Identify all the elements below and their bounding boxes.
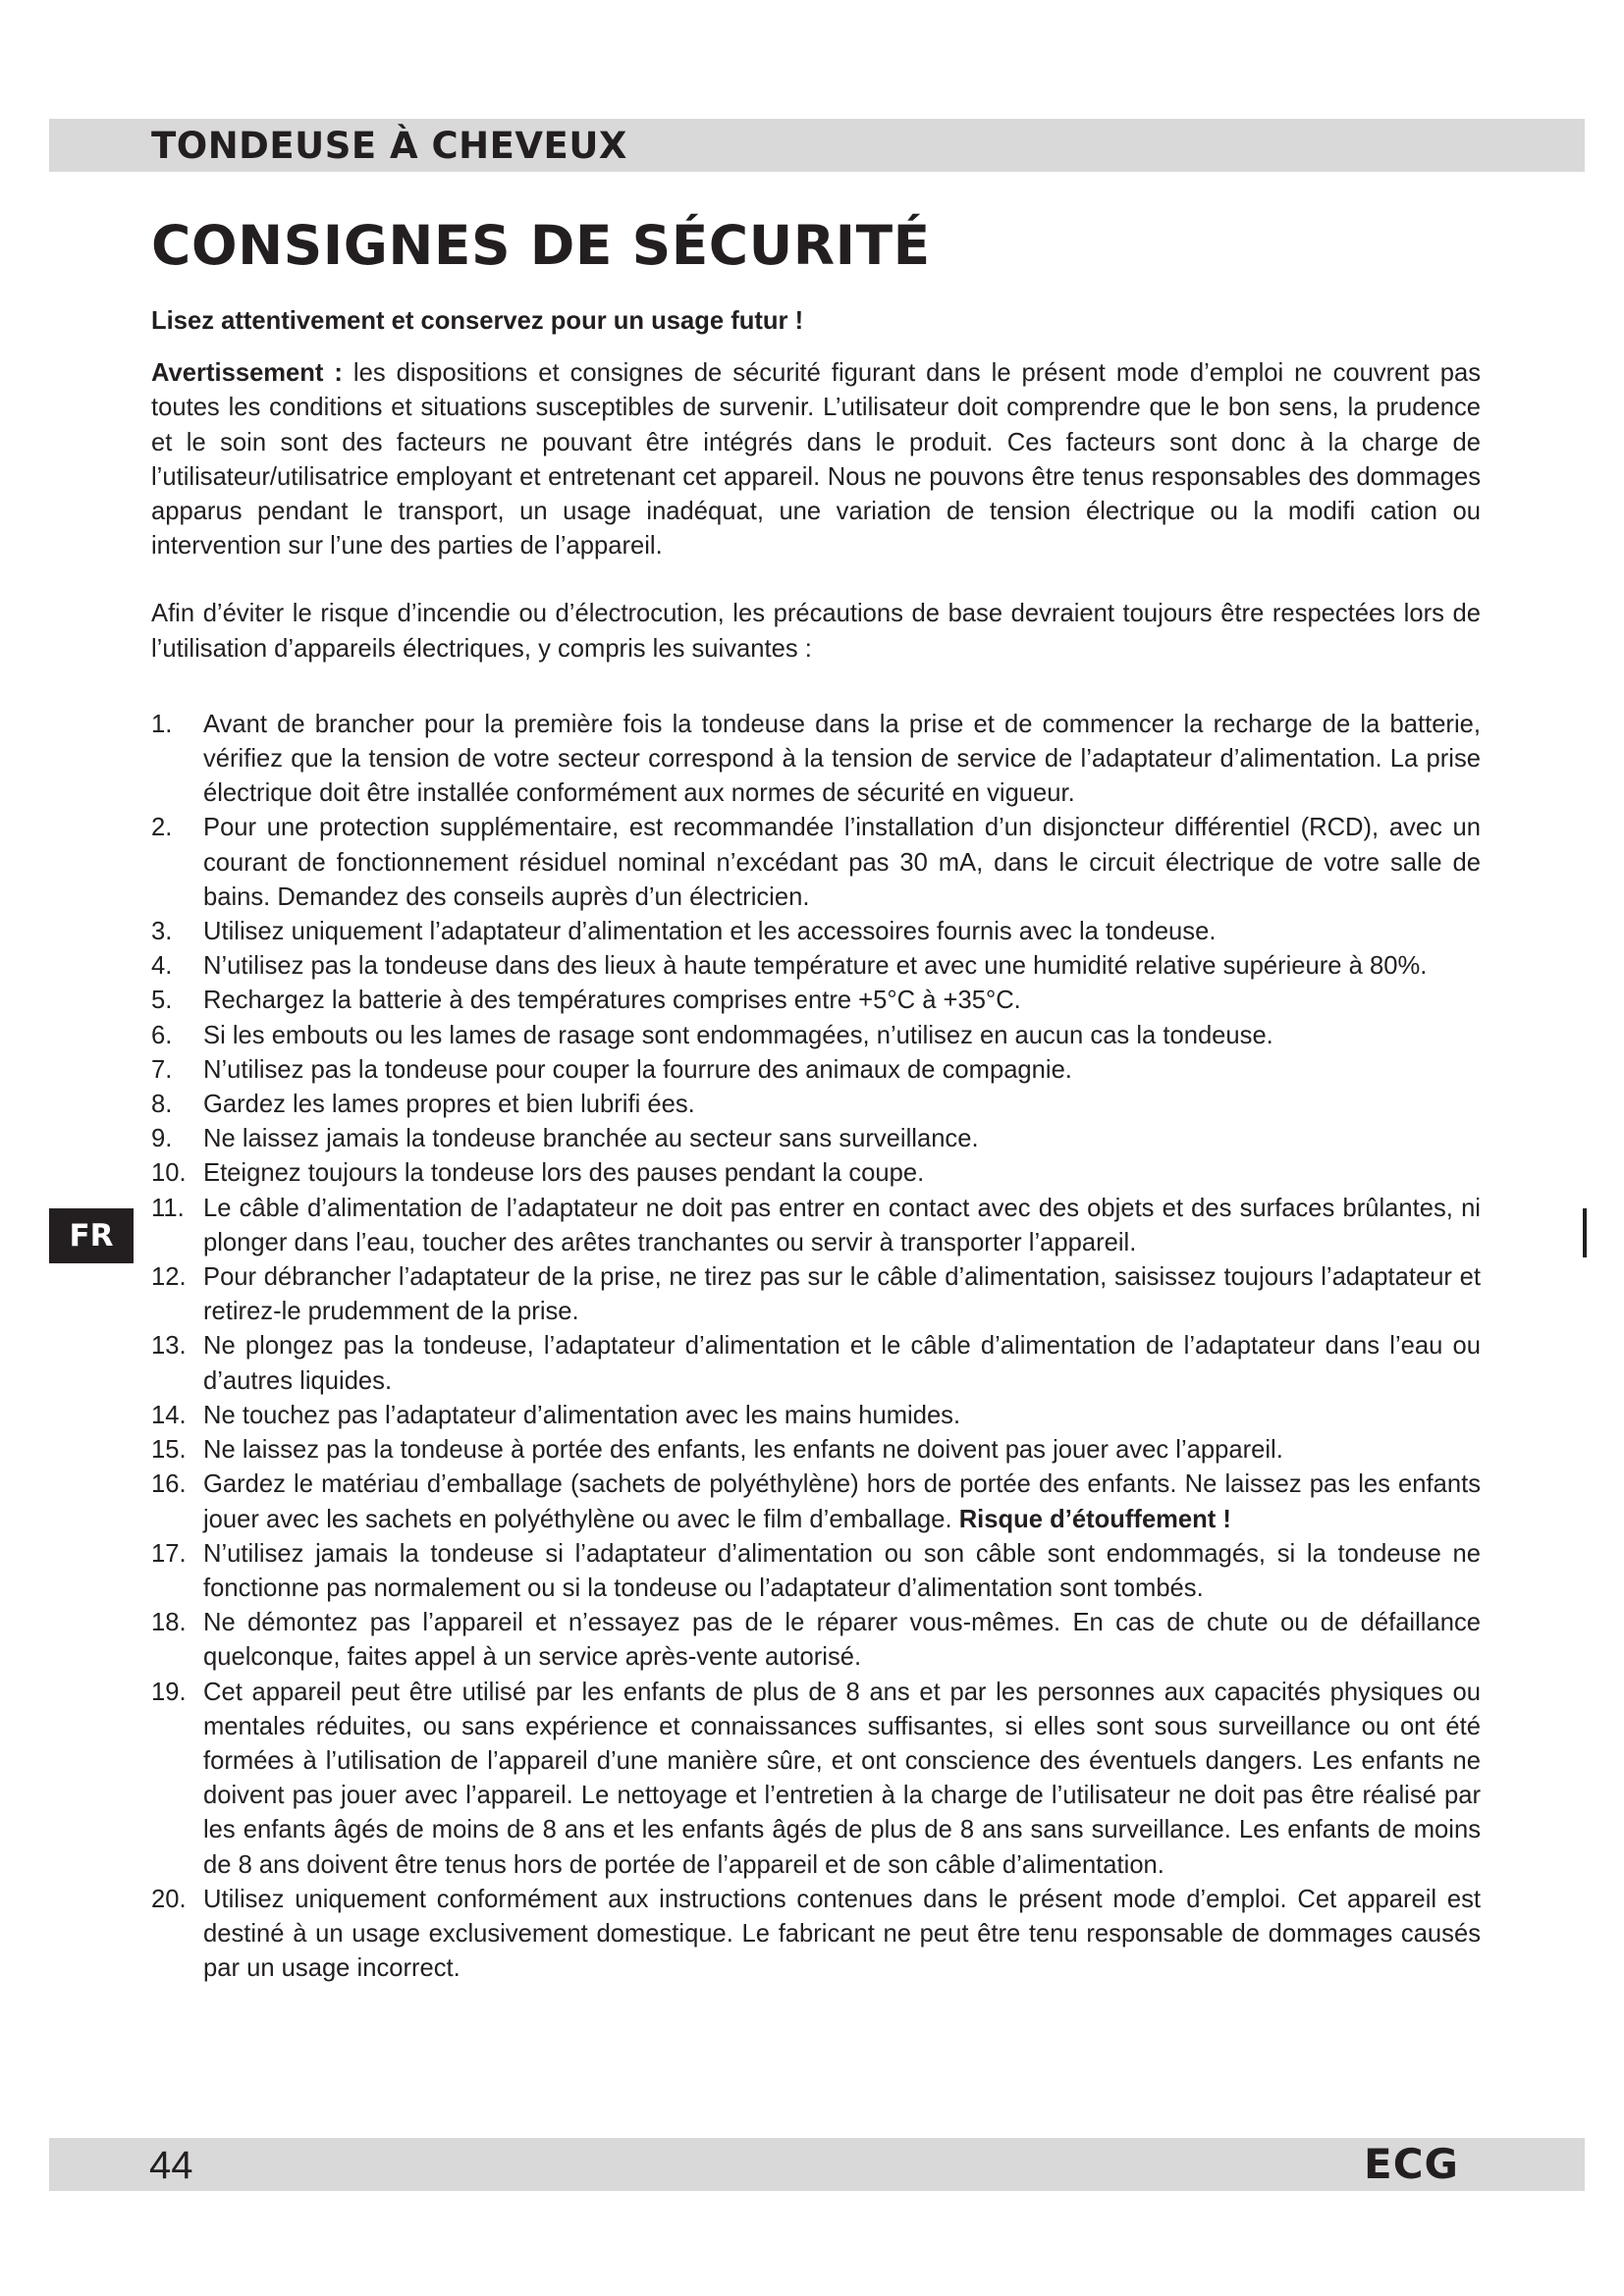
list-item-text: Ne démontez pas l’appareil et n’essayez pas de le réparer vous-mêmes. En cas de chute ou de défaillance quelconque, faites appel à un service après-vente autorisé.	[203, 1609, 1481, 1672]
list-item-number: 4.	[151, 952, 173, 981]
intro-paragraph: Afin d’éviter le risque d’incendie ou d’électrocution, les précautions de base devraient toujours être respectées lors de l’utilisation d’appareils électriques, y compris les suivantes :	[151, 600, 1481, 663]
list-item-number: 3.	[151, 918, 173, 946]
list-item-text: Ne laissez pas la tondeuse à portée des enfants, les enfants ne doivent pas jouer avec l’appareil.	[203, 1436, 1283, 1465]
list-item	[151, 1192, 1481, 1260]
list-item-number: 11.	[151, 1194, 185, 1222]
list-item	[151, 1468, 1481, 1536]
header-band	[49, 119, 1585, 172]
list-item-number: 10.	[151, 1159, 187, 1188]
list-item	[151, 708, 1481, 812]
brand-logo: ECG	[1364, 2140, 1459, 2188]
list-item-text-main: Gardez le matériau d’emballage (sachets de polyéthylène) hors de portée des enfants. Ne laissez pas les enfants jouer avec les sachets en polyéthylène ou avec le film d’emballage.	[203, 1470, 1481, 1533]
list-item-number: 9.	[151, 1125, 173, 1153]
warning-paragraph	[151, 356, 1481, 563]
list-item-number: 15.	[151, 1436, 187, 1465]
list-item	[151, 1433, 1481, 1468]
list-item	[151, 1329, 1481, 1398]
margin-marker	[1583, 1208, 1587, 1257]
list-item-text: Avant de brancher pour la première fois la tondeuse dans la prise et de commencer la recharge de la batterie, vérifiez que la tension de votre secteur correspond à la tension de service de l’adaptateur d’alimentation. La prise électrique doit être installée conformément aux normes de sécurité en vigueur.	[203, 710, 1481, 808]
list-item	[151, 915, 1481, 949]
list-item-number: 5.	[151, 987, 173, 1015]
list-item-text: Cet appareil peut être utilisé par les enfants de plus de 8 ans et par les personnes aux capacités physiques ou mentales réduites, ou sans expérience et connaissances suffisantes, si elles sont sous surveillance ou ont été formées à l’utilisation de l’appareil d’une manière sûre, et ont conscience des éventuels dangers. Les enfants ne doivent pas jouer avec l’appareil. Le nettoyage et l’entretien à la charge de l’utilisateur ne doit pas être réalisé par les enfants âgés de moins de 8 ans et les enfants âgés de plus de 8 ans sans surveillance. Les enfants de moins de 8 ans doivent être tenus hors de portée de l’appareil et de son câble d’alimentation.	[203, 1678, 1481, 1879]
subtitle: Lisez attentivement et conservez pour un usage futur !	[151, 307, 804, 335]
list-item-number: 19.	[151, 1678, 187, 1706]
list-item-number: 20.	[151, 1885, 187, 1913]
list-item-number: 8.	[151, 1091, 173, 1119]
list-item-text: Le câble d’alimentation de l’adaptateur ne doit pas entrer en contact avec des objets et des surfaces brûlantes, ni plonger dans l’eau, toucher des arêtes tranchantes ou servir à transporter l’appareil.	[203, 1194, 1481, 1256]
page-title: CONSIGNES DE SÉCURITÉ	[151, 214, 931, 277]
list-item-text: Ne touchez pas l’adaptateur d’alimentation avec les mains humides.	[203, 1401, 961, 1429]
list-item	[151, 1156, 1481, 1191]
list-item-text	[203, 1468, 1481, 1536]
list-item-number: 7.	[151, 1055, 173, 1084]
list-item-text: N’utilisez pas la tondeuse pour couper la fourrure des animaux de compagnie.	[203, 1055, 1072, 1084]
main-content	[151, 304, 1481, 1986]
footer-band	[49, 2138, 1585, 2191]
list-item	[151, 1606, 1481, 1675]
list-item-number: 17.	[151, 1539, 187, 1568]
list-item-text: Gardez les lames propres et bien lubrifi ées.	[203, 1091, 695, 1119]
list-item-number: 16.	[151, 1470, 187, 1499]
list-item-text: Si les embouts ou les lames de rasage sont endommagées, n’utilisez en aucun cas la tondeuse.	[203, 1021, 1273, 1049]
list-item	[151, 1019, 1481, 1053]
list-item-text: Rechargez la batterie à des températures comprises entre +5°C à +35°C.	[203, 987, 1021, 1015]
list-item	[151, 1053, 1481, 1088]
header-title: TONDEUSE À CHEVEUX	[151, 125, 627, 167]
list-item-text: N’utilisez pas la tondeuse dans des lieux à haute température et avec une humidité relative supérieure à 80%.	[203, 952, 1428, 981]
list-item	[151, 984, 1481, 1018]
list-item-number: 6.	[151, 1021, 173, 1049]
list-item-text: Eteignez toujours la tondeuse lors des pauses pendant la coupe.	[203, 1159, 925, 1188]
list-item-text: Pour débrancher l’adaptateur de la prise, ne tirez pas sur le câble d’alimentation, saisissez toujours l’adaptateur et retirez-le prudemment de la prise.	[203, 1263, 1481, 1326]
suffocation-warning: Risque d’étouffement !	[958, 1505, 1231, 1533]
list-item-number: 1.	[151, 710, 173, 738]
warning-text: les dispositions et consignes de sécurité figurant dans le présent mode d’emploi ne couvrent pas toutes les conditions et situations susceptibles de survenir. L’utilisateur doit comprendre que le bon sens, la prudence et le soin sont des facteurs ne pouvant être intégrés dans le produit. Ces facteurs sont donc à la charge de l’utilisateur/utilisatrice employant et entretenant cet appareil. Nous ne pouvons être tenus responsables des dommages apparus pendant le transport, un usage inadéquat, une variation de tension électrique ou la modifi cation ou intervention sur l’une des parties de l’appareil.	[151, 359, 1481, 561]
list-item	[151, 1537, 1481, 1606]
list-item-text: Pour une protection supplémentaire, est recommandée l’installation d’un disjoncteur différentiel (RCD), avec un courant de fonctionnement résiduel nominal n’excédant pas 30 mA, dans le circuit électrique de votre salle de bains. Demandez des conseils auprès d’un électricien.	[203, 814, 1481, 911]
list-item	[151, 1260, 1481, 1329]
list-item-number: 13.	[151, 1332, 187, 1361]
page-number: 44	[149, 2144, 193, 2187]
list-item-text: Ne plongez pas la tondeuse, l’adaptateur d’alimentation et le câble d’alimentation de l’adaptateur dans l’eau ou d’autres liquides.	[203, 1332, 1481, 1395]
list-item-text: Utilisez uniquement conformément aux instructions contenues dans le présent mode d’emploi. Cet appareil est destiné à un usage exclusivement domestique. Le fabricant ne peut être tenu responsable de dommages causés par un usage incorrect.	[203, 1885, 1481, 1983]
list-item-text: Utilisez uniquement l’adaptateur d’alimentation et les accessoires fournis avec la tondeuse.	[203, 918, 1217, 946]
list-item-text: N’utilisez jamais la tondeuse si l’adaptateur d’alimentation ou son câble sont endommagés, si la tondeuse ne fonctionne pas normalement ou si la tondeuse ou l’adaptateur d’alimentation sont tombés.	[203, 1539, 1481, 1602]
list-item-number: 12.	[151, 1263, 187, 1292]
list-item	[151, 811, 1481, 915]
list-item-number: 14.	[151, 1401, 187, 1429]
list-item	[151, 1088, 1481, 1122]
language-tab: FR	[49, 1208, 134, 1263]
list-item-number: 2.	[151, 814, 173, 842]
safety-rules-list	[151, 708, 1481, 1987]
list-item	[151, 1883, 1481, 1987]
list-item	[151, 949, 1481, 984]
list-item	[151, 1399, 1481, 1433]
list-item	[151, 1122, 1481, 1156]
list-item-number: 18.	[151, 1609, 187, 1637]
warning-label: Avertissement :	[151, 359, 343, 388]
list-item	[151, 1676, 1481, 1883]
list-item-text: Ne laissez jamais la tondeuse branchée au secteur sans surveillance.	[203, 1125, 979, 1153]
